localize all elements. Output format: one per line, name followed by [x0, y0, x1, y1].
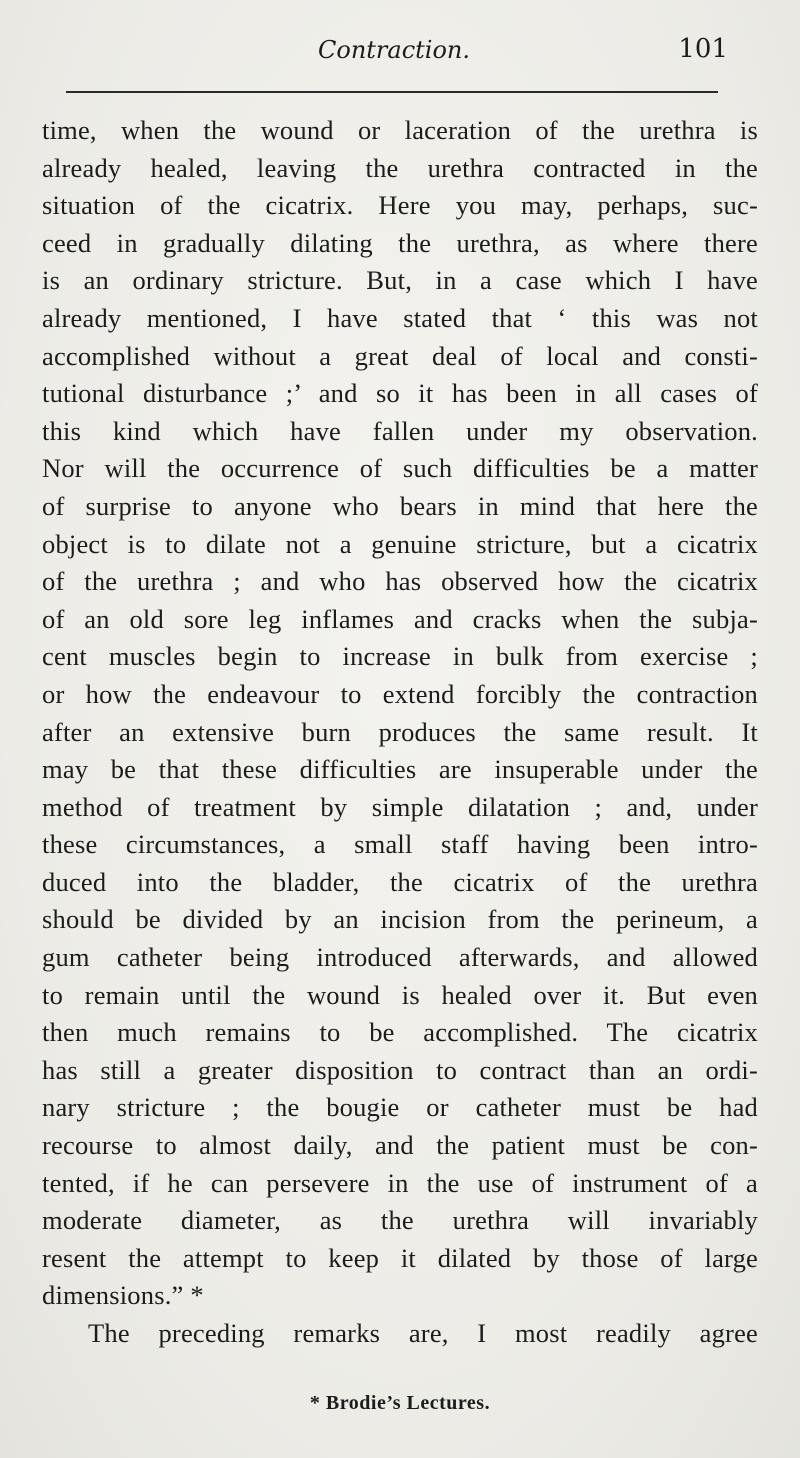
text-line: of surprise to anyone who bears in mind that here the: [42, 490, 758, 521]
text-line: nary stricture ; the bougie or catheter must be had: [42, 1092, 758, 1123]
text-line: after an extensive burn produces the same result. It: [42, 716, 758, 747]
body-text: [42, 112, 758, 1353]
text-line: to remain until the wound is healed over it. But even: [42, 979, 758, 1010]
text-line: may be that these difficulties are insuperable under the: [42, 754, 758, 785]
text-line: Nor will the occurrence of such difficulties be a matter: [42, 453, 758, 484]
text-line: then much remains to be accomplished. The cicatrix: [42, 1017, 758, 1048]
text-line: is an ordinary stricture. But, in a case which I have: [42, 265, 758, 296]
text-line: of an old sore leg inflames and cracks when the subja-: [42, 603, 758, 634]
text-line: or how the endeavour to extend forcibly the contraction: [42, 678, 758, 709]
running-head: Contraction.: [318, 36, 470, 64]
text-line: these circumstances, a small staff having been intro-: [42, 829, 758, 860]
text-line: duced into the bladder, the cicatrix of the urethra: [42, 866, 758, 897]
text-line: tutional disturbance ;’ and so it has been in all cases of: [42, 378, 758, 409]
text-line: already healed, leaving the urethra contracted in the: [42, 152, 758, 183]
text-line: time, when the wound or laceration of the urethra is: [42, 115, 758, 145]
text-line: gum catheter being introduced afterwards, and allowed: [42, 942, 758, 973]
text-line: object is to dilate not a genuine stricture, but a cicatrix: [42, 528, 758, 559]
text-line: dimensions.” *: [42, 1280, 204, 1311]
text-line: The preceding remarks are, I most readily agree: [88, 1318, 758, 1348]
footnote: * Brodie’s Lectures.: [309, 1392, 491, 1414]
text-line: has still a greater disposition to contract than an ordi-: [42, 1054, 758, 1085]
text-line: of the urethra ; and who has observed how the cicatrix: [42, 566, 758, 597]
text-line: this kind which have fallen under my observation.: [42, 415, 758, 446]
text-line: accomplished without a great deal of local and consti-: [42, 340, 758, 371]
text-line: recourse to almost daily, and the patient must be con-: [42, 1130, 758, 1161]
page-number: 101: [678, 34, 728, 64]
text-line: method of treatment by simple dilatation ; and, under: [42, 791, 758, 822]
text-line: already mentioned, I have stated that ‘ this was not: [42, 302, 758, 333]
text-line: situation of the cicatrix. Here you may, perhaps, suc-: [42, 190, 758, 221]
text-line: ceed in gradually dilating the urethra, as where there: [42, 227, 758, 258]
text-line: moderate diameter, as the urethra will invariably: [42, 1205, 758, 1236]
header-rule: [66, 91, 718, 93]
text-line: tented, if he can persevere in the use of instrument of a: [42, 1167, 758, 1198]
text-line: should be divided by an incision from the perineum, a: [42, 904, 758, 935]
text-line: resent the attempt to keep it dilated by those of large: [42, 1242, 758, 1273]
page-header: [60, 32, 728, 72]
text-line: cent muscles begin to increase in bulk from exercise ;: [42, 641, 758, 672]
